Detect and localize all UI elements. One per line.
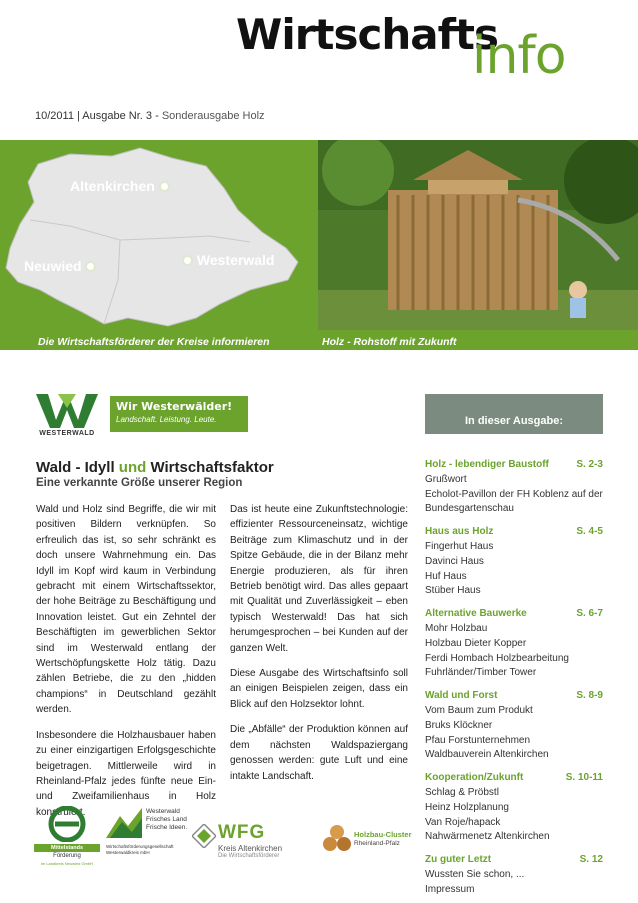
- toc-page-number: S. 12: [579, 854, 603, 866]
- location-dot-icon: [182, 255, 193, 266]
- slogan-box: [110, 396, 248, 432]
- toc-item: Huf Haus: [425, 570, 467, 582]
- mittelstand-sub: Förderung: [53, 853, 81, 859]
- toc-item: Schlag & Pröbstl: [425, 786, 499, 798]
- article-column-2: [230, 502, 408, 794]
- toc-section-title[interactable]: Kooperation/Zukunft S. 10-11: [425, 771, 603, 786]
- wfg-subtitle: Kreis Altenkirchen: [218, 844, 283, 853]
- toc-item: Vom Baum zum Produkt: [425, 704, 533, 716]
- article-paragraph: Insbesondere die Holzhausbauer haben zu einer einzigartigen Erfolgsgeschichte beigetragen. Mittlerweile wird in Rheinland-Pfalz jedes fünfte neue Ein- und Zweifamilienhaus in Holz konstruiert.: [36, 729, 216, 818]
- toc-section-title[interactable]: Alternative Bauwerke S. 6-7: [425, 607, 603, 622]
- toc-item: Waldbauverein Altenkirchen: [425, 749, 549, 761]
- toc-item: Grußwort: [425, 473, 467, 485]
- toc-item: Heinz Holzplanung: [425, 801, 509, 813]
- masthead: [0, 0, 638, 142]
- toc-item: Davinci Haus: [425, 555, 484, 567]
- toc-section: [425, 771, 603, 845]
- brand-wordmark: Wirtschafts: [236, 10, 498, 59]
- brand-wordmark-accent: info: [472, 26, 566, 86]
- banner: [0, 140, 638, 350]
- issue-line: [35, 110, 265, 122]
- toc-section: [425, 525, 603, 599]
- toc-item: Impressum: [425, 883, 475, 895]
- toc-item: Nahwärmenetz Altenkirchen: [425, 831, 550, 843]
- mittelstandsfoerderung-logo: [34, 806, 100, 870]
- issue-number: 10/2011 | Ausgabe Nr. 3 -: [35, 110, 159, 122]
- toc-section-title[interactable]: Holz - lebendiger Baustoff S. 2-3: [425, 458, 603, 473]
- cluster-title: Holzbau-Cluster: [354, 830, 412, 839]
- banner-caption-right: Holz - Rohstoff mit Zukunft: [322, 336, 457, 348]
- sidebar-heading: In dieser Ausgabe:: [425, 394, 603, 434]
- toc-item: Van Roje/hapack: [425, 816, 501, 828]
- toc-item: Mohr Holzbau: [425, 622, 488, 634]
- location-dot-icon: [85, 261, 96, 272]
- toc-item: Fingerhut Haus: [425, 540, 494, 552]
- toc-item: Fuhrländer/Timber Tower: [425, 667, 537, 679]
- westerwald-w-mark-icon: [36, 394, 98, 428]
- location-dot-icon: [159, 181, 170, 192]
- wfg-title: WFG: [218, 822, 266, 843]
- wfg-altenkirchen-logo: [192, 822, 318, 862]
- westerwald-hills-icon: [106, 808, 142, 838]
- westerwald-logo: [36, 390, 246, 442]
- article-column-1: [36, 502, 216, 830]
- toc-section: [425, 853, 603, 897]
- mittelstand-emblem-icon: [37, 806, 97, 842]
- article-headline: Wald - Idyll und Wirtschaftsfaktor: [36, 459, 274, 476]
- wood-logs-icon: [322, 824, 352, 852]
- map-label-neuwied: Neuwied: [24, 258, 96, 274]
- toc-section-title[interactable]: Haus aus Holz S. 4-5: [425, 525, 603, 540]
- map-label-altenkirchen: Altenkirchen: [70, 178, 170, 194]
- westerwaldkreis-slogan: Westerwald Frisches Land Frische Ideen.: [146, 808, 188, 831]
- table-of-contents: [425, 458, 603, 903]
- wfg-tagline: Die Wirtschaftsförderer: [218, 853, 280, 859]
- toc-item: Ferdi Hombach Holzbearbeitung: [425, 652, 569, 664]
- toc-page-number: S. 8-9: [576, 690, 603, 702]
- article-subheadline: Eine verkannte Größe unserer Region: [36, 477, 243, 489]
- article-paragraph: Diese Ausgabe des Wirtschaftsinfo soll an einigen Beispielen zeigen, dass ein Blick auf den Holzsektor lohnt.: [230, 668, 408, 710]
- westerwaldkreis-legal: Wirtschaftsförderungsgesellschaft Westerwaldkreis mbH: [106, 844, 174, 855]
- issue-special-edition: Sonderausgabe Holz: [161, 110, 265, 122]
- article-paragraph: Das ist heute eine Zukunftstechnologie: effizienter Ressourceneinsatz, wichtige Beiträge zum Klimaschutz und in der Spitze Gebäude, die in der Bilanz mehr Energie produzieren, als für ihren Betrieb benötigt wird. Das alles gepaart mit Qualität und Zuverlässigkeit – eben typisch Westerwald! Das hat sich herumgesprochen – bei Kunden auf der ganzen Welt.: [230, 504, 408, 654]
- playground-photo: [318, 140, 638, 330]
- cluster-subtitle: Rheinland-Pfalz: [354, 840, 400, 847]
- article-paragraph: Die „Abfälle“ der Produktion können auf dem nächsten Waldspaziergang genossen werden: gute Luft und eine intakte Landschaft.: [230, 724, 408, 782]
- mittelstand-title: Mittelstands: [34, 844, 100, 852]
- toc-section: [425, 458, 603, 517]
- toc-section: [425, 607, 603, 681]
- toc-page-number: S. 4-5: [576, 526, 603, 538]
- banner-caption-left: Die Wirtschaftsförderer der Kreise informieren: [38, 336, 270, 348]
- region-map: [0, 140, 300, 330]
- toc-item: Echolot-Pavillon der FH Koblenz auf der Bundesgartenschau: [425, 488, 603, 515]
- toc-section: [425, 689, 603, 763]
- slogan-title: Wir Westerwälder!: [116, 400, 233, 413]
- holzbau-cluster-logo: [322, 822, 414, 862]
- toc-item: Holzbau Dieter Kopper: [425, 637, 527, 649]
- toc-page-number: S. 6-7: [576, 608, 603, 620]
- toc-item: Pfau Forstunternehmen: [425, 734, 531, 746]
- article-paragraph: Wald und Holz sind Begriffe, die wir mit positiven Bildern verknüpfen. So erfreulich das ist, so sehr schränkt es doch unsere Wahrnehmung ein. Das Idyll im Kopf wird kaum in Verbindung gebracht mit einem Wirtschaftssektor, der hohe Beiträge zu Beschäftigung und Innovation leistet. Gut ein Zehntel der Beschäftigten im gewerblichen Sektor sind im Westerwald entlang der Wertschöpfungskette Holz tätig. Dazu zählen Betriebe, die zu den „hidden champions“ in Deutschland gezählt werden.: [36, 504, 216, 716]
- toc-page-number: S. 10-11: [565, 772, 603, 784]
- toc-page-number: S. 2-3: [576, 459, 603, 470]
- mittelstand-sub2: im Landkreis Neuwied GmbH: [40, 861, 94, 866]
- toc-section-title[interactable]: Zu guter Letzt S. 12: [425, 853, 603, 868]
- wfg-diamond-icon: [192, 824, 216, 848]
- westerwaldkreis-logo: [106, 806, 204, 866]
- toc-item: Bruks Klöckner: [425, 719, 493, 731]
- toc-item: Stüber Haus: [425, 585, 481, 597]
- map-label-westerwald: Westerwald: [182, 252, 274, 268]
- westerwald-mark-label: WESTERWALD: [39, 430, 95, 437]
- slogan-subtitle: Landschaft. Leistung. Leute.: [116, 415, 217, 424]
- toc-section-title[interactable]: Wald und Forst S. 8-9: [425, 689, 603, 704]
- region-map-shape: [6, 148, 298, 326]
- toc-item: Wussten Sie schon, ...: [425, 868, 525, 880]
- partner-logos: [30, 800, 410, 870]
